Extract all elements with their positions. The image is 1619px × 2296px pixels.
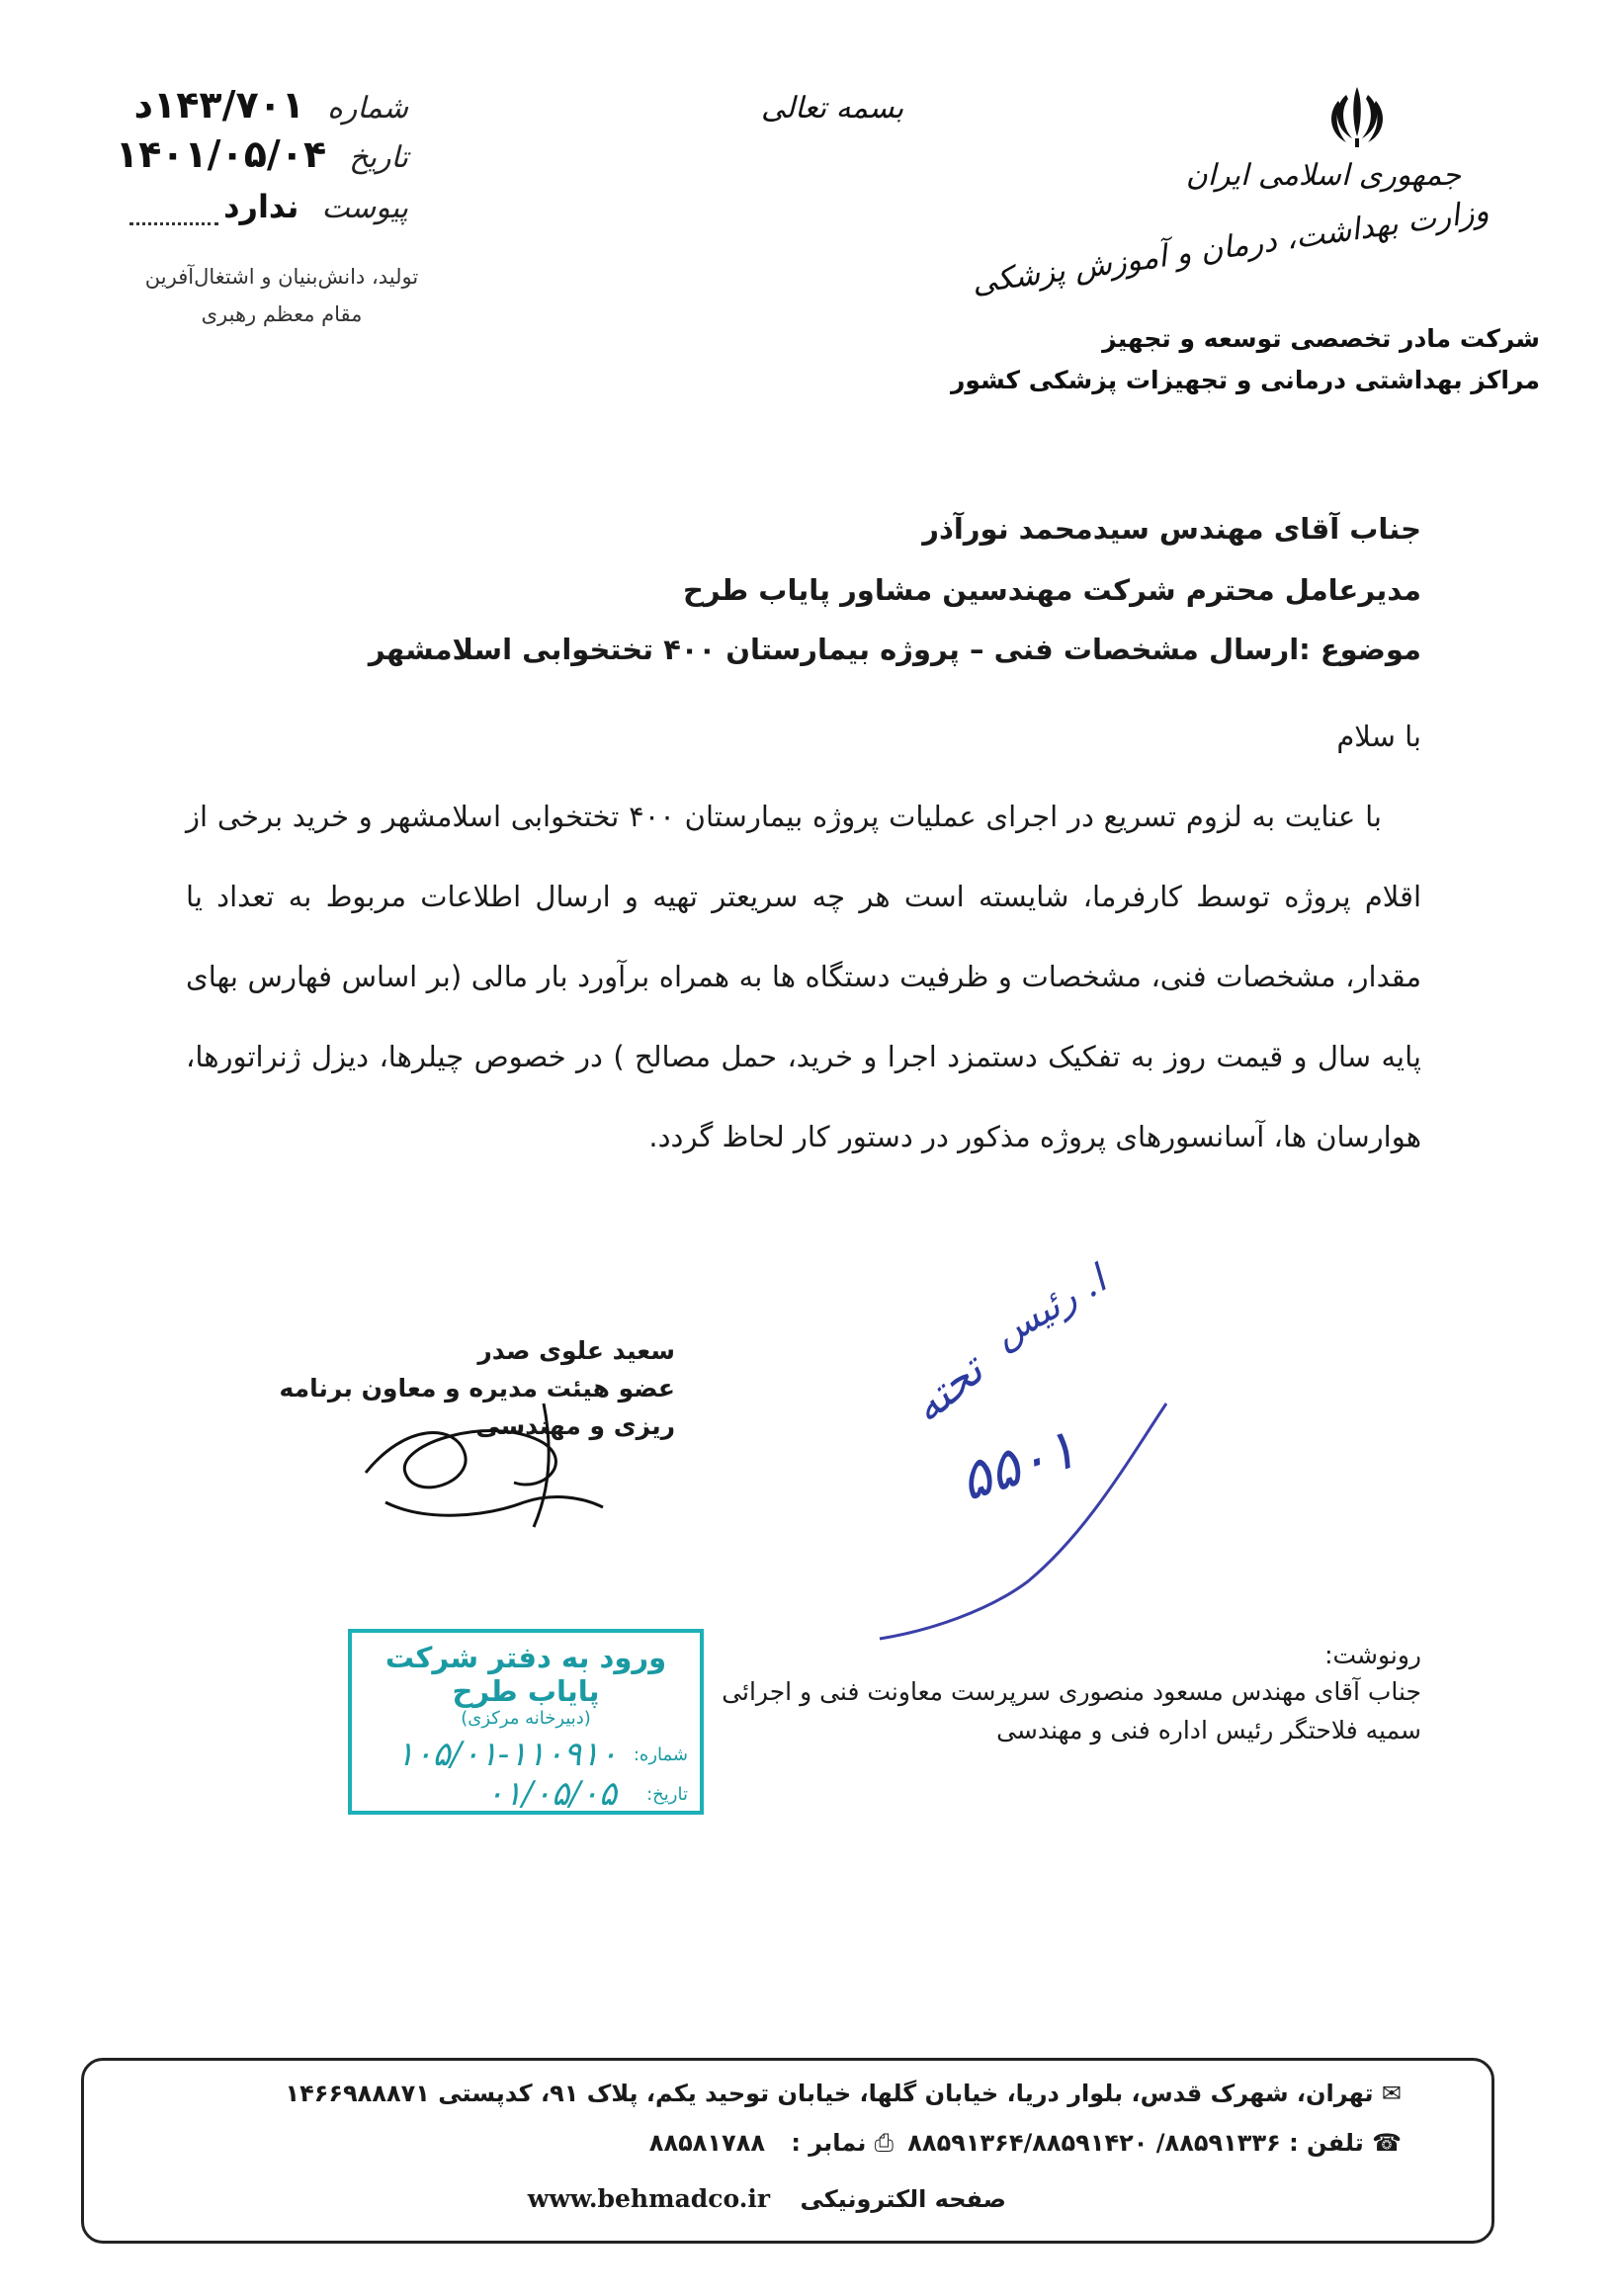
phone-icon: ☎ bbox=[1372, 2129, 1402, 2157]
stamp-date-label: تاریخ: bbox=[646, 1783, 688, 1805]
letter-attachment-row bbox=[129, 188, 408, 225]
stamp-subtitle: (دبیرخانه مرکزی) bbox=[461, 1708, 591, 1729]
handwritten-line-3: ۵۵۰۱ bbox=[951, 1416, 1085, 1514]
addressee-name: جناب آقای مهندس سیدمحمد نورآذر bbox=[922, 512, 1421, 546]
ministry-name: وزارت بهداشت، درمان و آموزش پزشکی bbox=[969, 193, 1491, 301]
stamp-date-value: ۰۱/۰۵/۰۵ bbox=[485, 1774, 618, 1814]
signer-name: سعید علوی صدر bbox=[477, 1336, 675, 1365]
handwritten-note bbox=[870, 1257, 1196, 1641]
stamp-number-row bbox=[364, 1735, 688, 1774]
handwritten-line-1: ا. رئیس bbox=[985, 1257, 1114, 1356]
attachment-value: ندارد bbox=[223, 188, 299, 225]
cc-block bbox=[722, 1641, 1421, 1744]
attachment-label: پیوست bbox=[321, 191, 408, 225]
website-link[interactable]: www.behmadco.ir bbox=[527, 2184, 771, 2213]
signer-role: عضو هیئت مدیره و معاون برنامه ریزی و مهندسی bbox=[279, 1374, 675, 1440]
company-name-line1: شرکت مادر تخصصی توسعه و تجهیز bbox=[1102, 324, 1540, 353]
slogan-author: مقام معظم رهبری bbox=[201, 302, 363, 326]
phone-numbers: ۸۸۵۹۱۳۳۶/ ۸۸۵۹۱۳۶۴/۸۸۵۹۱۴۲۰ bbox=[907, 2129, 1281, 2157]
slogan-text: تولید، دانش‌بنیان و اشتغال‌آفرین bbox=[144, 265, 419, 289]
web-label: صفحه الکترونیکی bbox=[800, 2185, 1006, 2213]
stamp-title: ورود به دفتر شرکت پایاب طرح bbox=[384, 1641, 667, 1708]
company-name-line2: مراکز بهداشتی درمانی و تجهیزات پزشکی کشور bbox=[951, 366, 1540, 394]
footer-address-row bbox=[285, 2080, 1402, 2107]
footer-web-row bbox=[528, 2184, 1006, 2213]
footer-phone-row bbox=[649, 2129, 1402, 2157]
bismillah: بسمه تعالی bbox=[761, 91, 904, 126]
fax-number: ۸۸۵۸۱۷۸۸ bbox=[648, 2129, 765, 2157]
addressee-title: مدیرعامل محترم شرکت مهندسین مشاور پایاب طرح bbox=[682, 573, 1421, 607]
printer-icon: ⎙ bbox=[874, 2129, 894, 2157]
handwritten-line-2: تحته bbox=[901, 1345, 993, 1433]
footer-address: تهران، شهرک قدس، بلوار دریا، خیابان گلها، خیابان توحید یکم، پلاک ۹۱، کدپستی ۱۴۶۶۹۸۸۸۷۱ bbox=[285, 2080, 1374, 2107]
stamp-number-value: ۱۰۵/۰۱-۱۱۰۹۱۰ bbox=[396, 1735, 618, 1774]
number-label: شماره bbox=[327, 91, 408, 126]
government-name: جمهوری اسلامی ایران bbox=[1185, 158, 1461, 193]
greeting: با سلام bbox=[1336, 720, 1421, 753]
date-value: ۱۴۰۱/۰۵/۰۴ bbox=[115, 132, 327, 176]
fax-label: نمابر : bbox=[791, 2129, 867, 2157]
envelope-icon: ✉ bbox=[1381, 2080, 1402, 2107]
date-label: تاریخ bbox=[349, 140, 408, 175]
slogan bbox=[119, 265, 445, 326]
attachment-dots bbox=[129, 222, 218, 225]
handwritten-stroke bbox=[870, 1265, 1196, 1641]
cc-label: رونوشت: bbox=[1324, 1641, 1421, 1669]
letter-subject: موضوع :ارسال مشخصات فنی – پروژه بیمارستان ۴۰۰ تختخوابی اسلامشهر bbox=[368, 633, 1421, 666]
iran-emblem-icon bbox=[1322, 81, 1392, 150]
cc-line-2: سمیه فلاحتگر رئیس اداره فنی و مهندسی bbox=[996, 1716, 1421, 1744]
number-value: ۱۴۳/۷۰۱د bbox=[133, 83, 305, 127]
letter-number-row bbox=[134, 83, 408, 127]
receipt-stamp bbox=[348, 1629, 704, 1815]
stamp-date-row bbox=[364, 1774, 688, 1814]
letter-date-row bbox=[116, 132, 408, 176]
phone-label: تلفن : bbox=[1289, 2129, 1364, 2157]
body-paragraph: با عنایت به لزوم تسریع در اجرای عملیات پروژه بیمارستان ۴۰۰ تختخوابی اسلامشهر و خرید برخی از اقلام پروژه توسط کارفرما، شایسته است هر چه سریعتر تهیه و ارسال اطلاعات مربوط به تعداد یا مقدار، مشخصات فنی، مشخصات و ظرفیت دستگاه ها به همراه برآورد بار مالی (بر اساس فهارس بهای پایه سال و قیمت روز به تفکیک دستمزد اجرا و خرید، حمل مصالح ) در خصوص چیلرها، دیزل ژنراتورها، هوارسان ها، آسانسورهای پروژه مذکور در دستور کار لحاظ گردد. bbox=[186, 800, 1421, 1153]
cc-line-1: جناب آقای مهندس مسعود منصوری سرپرست معاونت فنی و اجرائی bbox=[722, 1677, 1421, 1706]
signature-scribble bbox=[346, 1394, 623, 1532]
stamp-number-label: شماره: bbox=[633, 1743, 688, 1765]
